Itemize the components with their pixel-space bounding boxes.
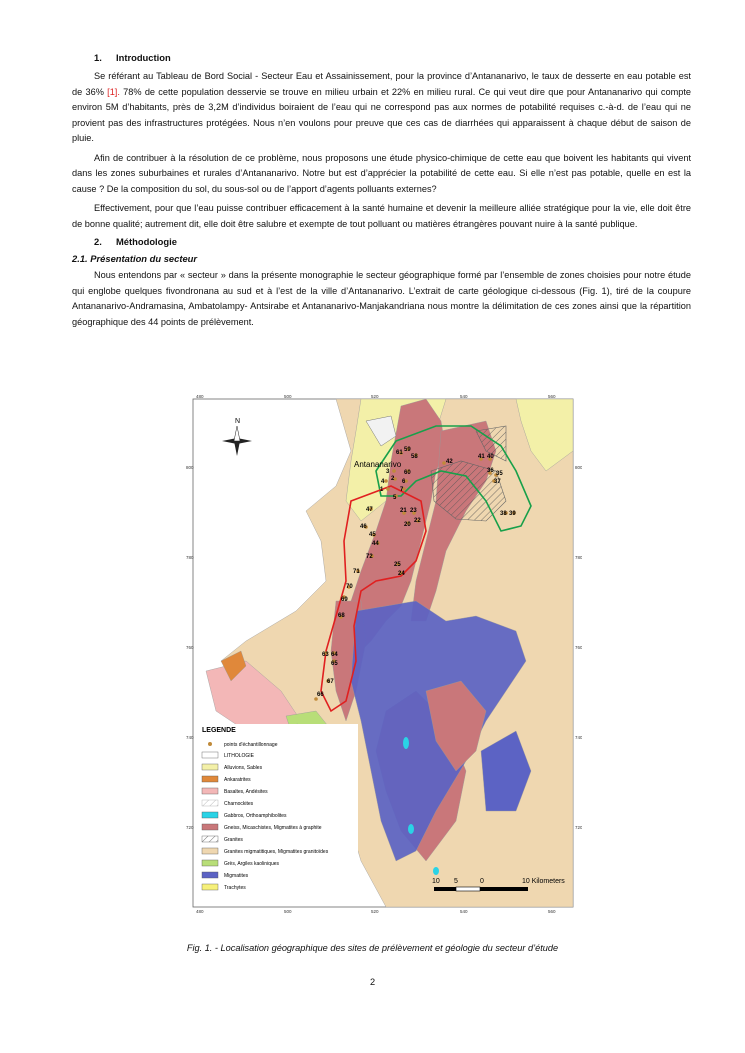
paragraph-text: 78% de cette population desservie se trouve en milieu urbain et 22% en milieu rural. Ce qui veut dire que pour Antananarivo qui compte environ 5M d’habitants, près de 3,2M d’individus boiraient de l’eau qui ne correspond pas aux normes de potabilité requises c.-à-d. de l’eau qui ne provient pas des infrastructures protégées. Nous n’en voulons pour preuve que ces cas de diarrhées qui apparaissent à chaque début de saison de pluie. (72, 86, 692, 143)
svg-text:540: 540 (460, 394, 468, 399)
legend-label: Charnockites (224, 801, 254, 807)
point-label: 72 (366, 554, 373, 560)
point-label: 24 (398, 571, 405, 577)
point-label: 38 (500, 511, 507, 517)
point-label: 66 (317, 692, 324, 698)
legend-label: Gneiss, Micaschistes, Migmatites à graphite (224, 825, 322, 831)
city-label: Antananarivo (354, 460, 402, 469)
point-label: 68 (338, 613, 345, 619)
point-label: 22 (414, 518, 421, 524)
svg-text:560: 560 (548, 394, 556, 399)
point-label: 41 (478, 454, 485, 460)
legend-title: LEGENDE (202, 727, 236, 734)
subheading-presentation: 2.1. Présentation du secteur (72, 253, 198, 264)
svg-text:720: 720 (575, 825, 582, 830)
svg-text:780: 780 (575, 555, 582, 560)
point-label: 23 (410, 508, 417, 514)
point-label: 2 (391, 476, 395, 482)
legend-label: Granites migmatitiques, Migmatites granitoïdes (224, 849, 329, 855)
legend-label: Gabbros, Orthoamphibolites (224, 813, 287, 819)
heading-number: 2. (94, 236, 102, 247)
svg-text:800: 800 (575, 465, 582, 470)
legend-label: points d'échantillonnage (224, 742, 278, 748)
geological-map-figure (186, 391, 582, 916)
heading-title: Introduction (116, 52, 171, 63)
legend-label: LITHOLOGIE (224, 753, 255, 759)
point-label: 7 (400, 487, 404, 493)
point-label: 36 (487, 468, 494, 474)
point-label: 4 (381, 479, 385, 485)
point-label: 5 (393, 495, 397, 501)
svg-text:560: 560 (548, 909, 556, 914)
svg-text:740: 740 (575, 735, 582, 740)
point-label: 21 (400, 508, 407, 514)
page-number: 2 (369, 977, 376, 987)
point-label: 20 (404, 522, 411, 528)
heading-methodologie (72, 236, 691, 247)
svg-text:500: 500 (284, 909, 292, 914)
reference-link[interactable]: [1]. (107, 86, 120, 97)
svg-text:0: 0 (480, 878, 484, 885)
svg-text:5: 5 (454, 878, 458, 885)
point-label: 47 (366, 507, 373, 513)
svg-text:800: 800 (186, 465, 194, 470)
legend-label: Trachytes (224, 885, 246, 891)
paragraph-intro-1 (72, 69, 691, 147)
svg-text:480: 480 (196, 909, 204, 914)
point-label: 46 (360, 524, 367, 530)
svg-text:520: 520 (371, 394, 379, 399)
svg-text:540: 540 (460, 909, 468, 914)
geological-map (186, 391, 582, 916)
heading-number: 1. (94, 52, 102, 63)
point-label: 71 (353, 569, 360, 575)
heading-title: Méthodologie (116, 236, 177, 247)
svg-text:10: 10 (432, 878, 440, 885)
svg-text:520: 520 (371, 909, 379, 914)
point-label: 61 (396, 450, 403, 456)
svg-text:500: 500 (284, 394, 292, 399)
paragraph-secteur: Nous entendons par « secteur » dans la présente monographie le secteur géographique formé par l’ensemble de zones choisies pour notre étude qui englobe quelques fivondronana au sud et à l’est de la ville d’Antananarivo. L’extrait de carte géologique ci-dessous (Fig. 1), tiré de la coupure Antananarivo-Andramasina, Ambatolampy- Antsirabe et Antananarivo-Manjakandriana nous montre la délimitation de ces zones ainsi que la répartition géographique des 44 points de prélèvement. (72, 270, 691, 327)
point-label: 45 (369, 532, 376, 538)
legend-label: Alluvions, Sables (224, 765, 263, 771)
legend-label: Basaltes, Andésites (224, 789, 268, 795)
svg-text:720: 720 (186, 825, 194, 830)
paragraph-intro-3: Effectivement, pour que l’eau puisse contribuer efficacement à la santé humaine et devenir la meilleure alliée stratégique pour la vie, elle doit être de bonne qualité; autrement dit, elle doit être salubre et exempte de tout polluant ou matières étrangères pouvant nuire à la santé publique. (72, 203, 691, 229)
point-label: 6 (402, 479, 406, 485)
point-label: 35 (496, 471, 503, 477)
point-label: 42 (446, 459, 453, 465)
point-label: 64 (331, 652, 338, 658)
point-label: 37 (494, 479, 501, 485)
point-label: 44 (372, 541, 379, 547)
page-body (72, 52, 691, 334)
point-label: 69 (341, 597, 348, 603)
svg-text:760: 760 (186, 645, 194, 650)
paragraph-text: Se référant au Tableau de Bord Social - Secteur Eau et Assainissement, pour la province d’Antananarivo, le taux de desserte en eau potable est de 36% (72, 71, 691, 97)
legend-label: Ankaratrites (224, 777, 251, 783)
point-label: 67 (327, 679, 334, 685)
point-label: 1 (380, 487, 384, 493)
north-label: N (235, 418, 241, 425)
svg-text:480: 480 (196, 394, 204, 399)
svg-text:10 Kilometers: 10 Kilometers (522, 878, 565, 885)
legend-label: Migmatites (224, 873, 249, 879)
figure-caption: Fig. 1. - Localisation géographique des sites de prélèvement et géologie du secteur d’étude (186, 943, 559, 953)
heading-introduction (72, 52, 691, 63)
point-label: 60 (404, 470, 411, 476)
svg-text:780: 780 (186, 555, 194, 560)
legend-label: Granites (224, 837, 243, 843)
svg-text:740: 740 (186, 735, 194, 740)
point-label: 70 (346, 584, 353, 590)
point-label: 40 (487, 454, 494, 460)
point-label: 65 (331, 661, 338, 667)
point-label: 58 (411, 454, 418, 460)
point-label: 3 (386, 469, 390, 475)
paragraph-intro-2: Afin de contribuer à la résolution de ce problème, nous proposons une étude physico-chimique de cette eau que boivent les habitants qui vivent dans les zones suburbaines et rurales d’Antananarivo. Notre but est d’apprécier la potabilité de cette eau. Si elle n’est pas potable, quelle en est la cause ? De la composition du sol, du sous-sol ou de l’apport d’agents polluants externes? (72, 152, 691, 194)
point-label: 25 (394, 562, 401, 568)
point-label: 39 (509, 511, 516, 517)
point-label: 63 (322, 652, 329, 658)
legend-label: Grès, Argiles kaoliniques (224, 861, 280, 867)
svg-text:760: 760 (575, 645, 582, 650)
map-legend (198, 724, 358, 904)
point-label: 59 (404, 447, 411, 453)
